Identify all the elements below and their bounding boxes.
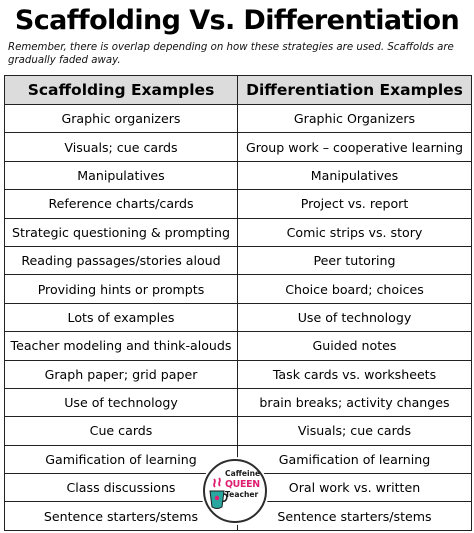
differentiation-example-cell: Task cards vs. worksheets — [238, 360, 472, 388]
table-row — [5, 303, 472, 331]
differentiation-example-cell: Oral work vs. written — [238, 474, 472, 502]
logo-text-queen: QUEEN — [225, 478, 260, 490]
table-row — [5, 161, 472, 189]
differentiation-example-cell: Comic strips vs. story — [238, 218, 472, 246]
scaffolding-example-cell: Cue cards — [5, 417, 238, 445]
table-row — [5, 190, 472, 218]
column-header-differentiation: Differentiation Examples — [238, 76, 472, 105]
differentiation-example-cell: Graphic Organizers — [238, 105, 472, 133]
scaffolding-example-cell: Visuals; cue cards — [5, 133, 238, 161]
differentiation-example-cell: Group work – cooperative learning — [238, 133, 472, 161]
scaffolding-example-cell: Strategic questioning & prompting — [5, 218, 238, 246]
scaffolding-example-cell: Sentence starters/stems — [5, 502, 238, 530]
differentiation-example-cell: Peer tutoring — [238, 246, 472, 274]
differentiation-example-cell: Choice board; choices — [238, 275, 472, 303]
scaffolding-example-cell: Providing hints or prompts — [5, 275, 238, 303]
caffeine-queen-teacher-logo — [203, 459, 267, 523]
scaffolding-example-cell: Teacher modeling and think-alouds — [5, 332, 238, 360]
table-row — [5, 133, 472, 161]
scaffolding-example-cell: Graphic organizers — [5, 105, 238, 133]
scaffolding-example-cell: Reading passages/stories aloud — [5, 246, 238, 274]
differentiation-example-cell: Guided notes — [238, 332, 472, 360]
table-row — [5, 218, 472, 246]
differentiation-example-cell: Sentence starters/stems — [238, 502, 472, 530]
overlap-note: Remember, there is overlap depending on how these strategies are used. Scaffolds are gradually faded away. — [8, 42, 454, 66]
scaffolding-example-cell: Class discussions — [5, 474, 238, 502]
differentiation-example-cell: Project vs. report — [238, 190, 472, 218]
table-row — [5, 388, 472, 416]
differentiation-example-cell: Manipulatives — [238, 161, 472, 189]
scaffolding-example-cell: Use of technology — [5, 388, 238, 416]
table-header-row — [5, 76, 472, 105]
table-row — [5, 417, 472, 445]
differentiation-example-cell: brain breaks; activity changes — [238, 388, 472, 416]
table-row — [5, 105, 472, 133]
table-row — [5, 275, 472, 303]
differentiation-example-cell: Visuals; cue cards — [238, 417, 472, 445]
table-row — [5, 332, 472, 360]
scaffolding-example-cell: Gamification of learning — [5, 445, 238, 473]
scaffolding-example-cell: Graph paper; grid paper — [5, 360, 238, 388]
scaffolding-example-cell: Lots of examples — [5, 303, 238, 331]
scaffolding-example-cell: Manipulatives — [5, 161, 238, 189]
page-title: Scaffolding Vs. Differentiation — [14, 5, 460, 36]
logo-text-teacher: Teacher — [225, 490, 259, 499]
table-row — [5, 360, 472, 388]
differentiation-example-cell: Use of technology — [238, 303, 472, 331]
column-header-scaffolding: Scaffolding Examples — [5, 76, 238, 105]
differentiation-example-cell: Gamification of learning — [238, 445, 472, 473]
logo-text-caffeine: Caffeine — [225, 469, 261, 478]
scaffolding-example-cell: Reference charts/cards — [5, 190, 238, 218]
table-row — [5, 246, 472, 274]
